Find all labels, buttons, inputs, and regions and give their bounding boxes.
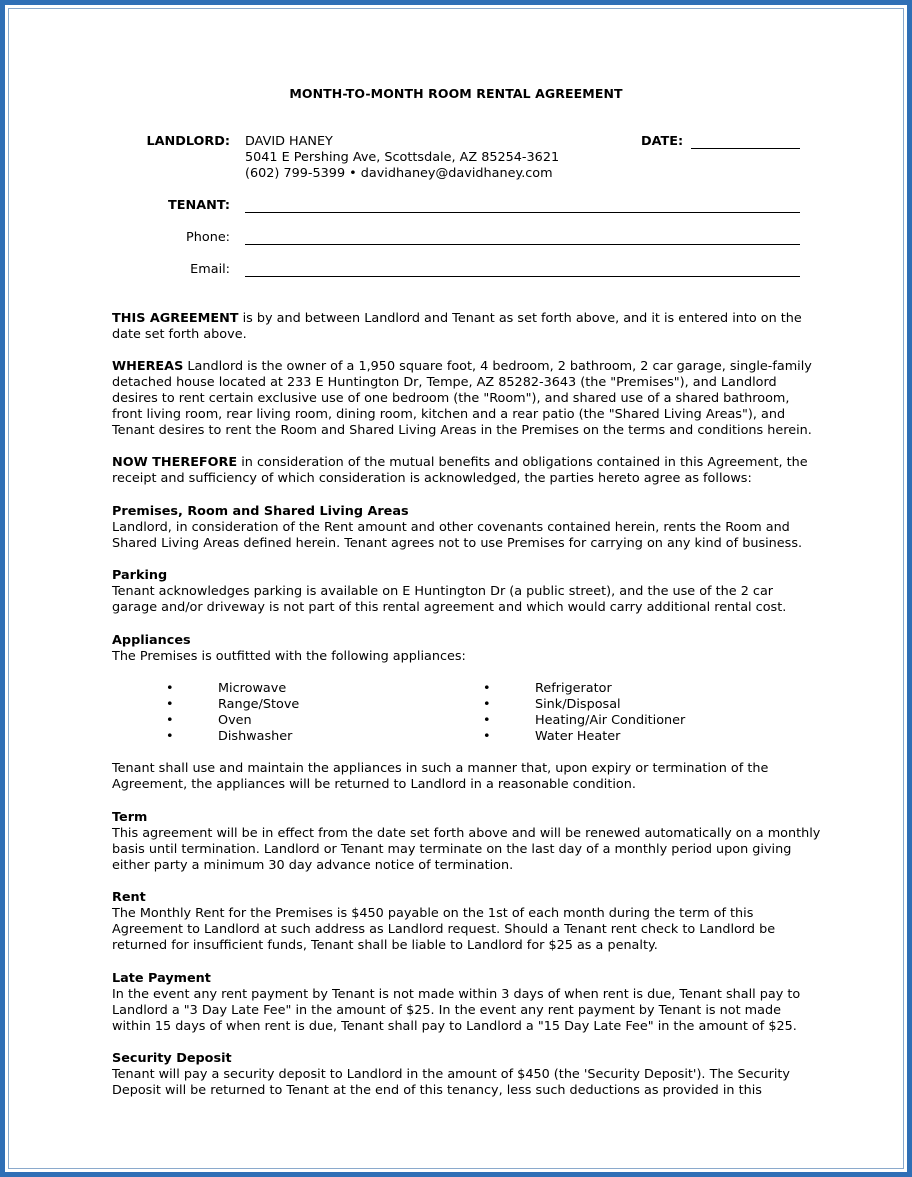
intro-lead: THIS AGREEMENT (112, 311, 239, 326)
parking-heading: Parking (112, 568, 168, 583)
list-item (483, 697, 783, 713)
list-item (166, 697, 426, 713)
appliances-heading: Appliances (112, 633, 191, 648)
appliance-item: Refrigerator (535, 681, 612, 696)
whereas-lead: WHEREAS (112, 359, 184, 374)
landlord-address: 5041 E Pershing Ave, Scottsdale, AZ 85254-3621 (245, 150, 560, 165)
term-line-3: either party a minimum 30 day advance notice of termination. (112, 858, 514, 873)
bullet-icon: • (166, 713, 174, 728)
bullet-icon: • (166, 729, 174, 744)
appliance-item: Water Heater (535, 729, 621, 744)
premises-line-1: Landlord, in consideration of the Rent amount and other covenants contained herein, rents the Room and (112, 520, 790, 535)
appliance-item: Dishwasher (218, 729, 293, 744)
now-therefore-line-2: receipt and sufficiency of which consideration is acknowledged, the parties hereto agree as follows: (112, 471, 752, 486)
email-label: Email: (190, 262, 230, 277)
whereas-line-3: desires to rent certain exclusive use of one bedroom (the "Room"), and shared use of a shared bathroom, (112, 391, 790, 406)
appliances-section (112, 633, 852, 665)
late-payment-line-1: In the event any rent payment by Tenant is not made within 3 days of when rent is due, Tenant shall pay to (112, 987, 801, 1002)
appliances-after-line-1: Tenant shall use and maintain the appliances in such a manner that, upon expiry or termination of the (112, 761, 769, 776)
appliance-item: Sink/Disposal (535, 697, 621, 712)
security-deposit-line-1: Tenant will pay a security deposit to Landlord in the amount of $450 (the 'Security Deposit'). The Security (112, 1067, 790, 1082)
list-item (166, 729, 426, 745)
intro-line-2: date set forth above. (112, 327, 247, 342)
term-section (112, 810, 852, 874)
term-line-1: This agreement will be in effect from the date set forth above and will be renewed automatically on a monthly (112, 826, 821, 841)
security-deposit-line-2: Deposit will be returned to Tenant at the end of this tenancy, less such deductions as provided in this (112, 1083, 762, 1098)
tenant-field-line[interactable] (245, 212, 800, 213)
intro-paragraph (112, 311, 852, 343)
late-payment-line-2: Landlord a "3 Day Late Fee" in the amount of $25. In the event any rent payment by Tenant is not made (112, 1003, 781, 1018)
rent-heading: Rent (112, 890, 146, 905)
rent-section (112, 890, 852, 954)
list-item (483, 713, 783, 729)
list-item (483, 681, 783, 697)
whereas-paragraph (112, 359, 852, 439)
email-field-line[interactable] (245, 276, 800, 277)
term-line-2: basis until termination. Landlord or Tenant may terminate on the last day of a monthly period upon giving (112, 842, 792, 857)
bullet-icon: • (483, 697, 491, 712)
now-therefore-line-1: in consideration of the mutual benefits and obligations contained in this Agreement, the (237, 455, 808, 470)
whereas-line-2: detached house located at 233 E Huntington Dr, Tempe, AZ 85282-3643 (the "Premises"), and Landlord (112, 375, 777, 390)
late-payment-line-3: within 15 days of when rent is due, Tenant shall pay to Landlord a "15 Day Late Fee" in the amount of $25. (112, 1019, 797, 1034)
phone-field-line[interactable] (245, 244, 800, 245)
date-label: DATE: (641, 134, 684, 149)
now-therefore-paragraph (112, 455, 852, 487)
bullet-icon: • (483, 729, 491, 744)
parking-section (112, 568, 852, 616)
phone-label: Phone: (186, 230, 230, 245)
appliance-list-left (166, 681, 426, 745)
appliance-item: Range/Stove (218, 697, 300, 712)
document-title: MONTH-TO-MONTH ROOM RENTAL AGREEMENT (289, 86, 623, 101)
rent-line-1: The Monthly Rent for the Premises is $450 payable on the 1st of each month during the term of this (112, 906, 754, 921)
landlord-name: DAVID HANEY (245, 134, 333, 149)
term-heading: Term (112, 810, 148, 825)
intro-line-1: is by and between Landlord and Tenant as set forth above, and it is entered into on the (238, 311, 802, 326)
list-item (483, 729, 783, 745)
premises-section (112, 504, 852, 552)
security-deposit-section (112, 1051, 852, 1099)
now-therefore-lead: NOW THEREFORE (112, 455, 238, 470)
landlord-label: LANDLORD: (146, 134, 230, 149)
bullet-icon: • (483, 681, 491, 696)
appliance-item: Heating/Air Conditioner (535, 713, 686, 728)
bullet-icon: • (166, 697, 174, 712)
parking-line-1: Tenant acknowledges parking is available on E Huntington Dr (a public street), and the use of the 2 car (112, 584, 774, 599)
appliances-after-paragraph (112, 761, 852, 793)
bullet-icon: • (483, 713, 491, 728)
late-payment-section (112, 971, 852, 1035)
appliances-after-line-2: Agreement, the appliances will be returned to Landlord in a reasonable condition. (112, 777, 636, 792)
landlord-contact: (602) 799-5399 • davidhaney@davidhaney.com (245, 166, 553, 181)
appliance-item: Microwave (218, 681, 287, 696)
tenant-label: TENANT: (168, 198, 230, 213)
late-payment-heading: Late Payment (112, 971, 211, 986)
premises-line-2: Shared Living Areas defined herein. Tenant agrees not to use Premises for carrying on any kind of business. (112, 536, 803, 551)
list-item (166, 681, 426, 697)
date-field-line[interactable] (691, 148, 800, 149)
appliance-list-right (483, 681, 783, 745)
premises-heading: Premises, Room and Shared Living Areas (112, 504, 409, 519)
whereas-line-4: front living room, rear living room, dining room, kitchen and a rear patio (the "Shared Living Areas"), and (112, 407, 786, 422)
bullet-icon: • (166, 681, 174, 696)
security-deposit-heading: Security Deposit (112, 1051, 232, 1066)
parking-line-2: garage and/or driveway is not part of this rental agreement and which would carry additional rental cost. (112, 600, 787, 615)
rent-line-3: returned for insufficient funds, Tenant shall be liable to Landlord for $25 as a penalty. (112, 938, 658, 953)
rent-line-2: Agreement to Landlord at such address as Landlord request. Should a Tenant rent check to Landlord be (112, 922, 776, 937)
appliances-line-1: The Premises is outfitted with the following appliances: (112, 649, 466, 664)
whereas-line-5: Tenant desires to rent the Room and Shared Living Areas in the Premises on the terms and conditions herein. (112, 423, 812, 438)
list-item (166, 713, 426, 729)
whereas-line-1: Landlord is the owner of a 1,950 square foot, 4 bedroom, 2 bathroom, 2 car garage, single-family (183, 359, 812, 374)
appliance-item: Oven (218, 713, 252, 728)
